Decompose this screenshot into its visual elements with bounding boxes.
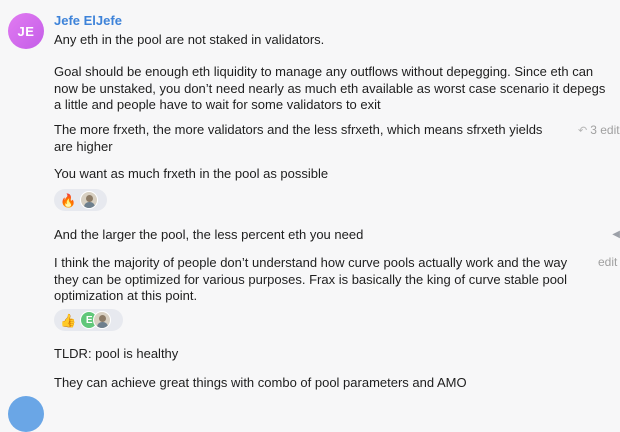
author-name[interactable]: Jefe ElJefe xyxy=(54,13,122,28)
reactor-avatar-1 xyxy=(80,191,98,209)
reactor-avatar-2 xyxy=(93,311,111,329)
reply-icon: ↶ xyxy=(578,125,588,137)
message-line-4: You want as much frxeth in the pool as possible xyxy=(54,166,329,181)
edited-marker-1: ↶ 3 edit xyxy=(578,123,620,137)
message-line-2: Goal should be enough eth liquidity to manage any outflows without depegging. Since eth can now be unstaked, you don’t need nearly as much eth available as worst case scenario it depegs a little and people have to wait for some validators to exit xyxy=(54,64,606,112)
message-line-6: I think the majority of people don’t understand how curve pools actually work and the way they can be optimized for various purposes. Frax is basically the king of curve stable pool optimization at this point. xyxy=(54,255,568,303)
message-line-3: The more frxeth, the more validators and the less sfrxeth, which means sfrxeth yields are higher xyxy=(54,122,543,154)
message-line-1: Any eth in the pool are not staked in validators. xyxy=(54,32,325,47)
thumbs-up-icon: 👍 xyxy=(60,312,77,328)
author-avatar[interactable]: JE xyxy=(8,13,44,49)
fire-icon: 🔥 xyxy=(60,192,77,208)
next-author-avatar[interactable] xyxy=(8,396,44,432)
reactor-avatar-letter: E xyxy=(80,311,98,329)
reaction-bar-1[interactable] xyxy=(54,189,107,211)
message-line-5: And the larger the pool, the less percent eth you need xyxy=(54,227,364,242)
chevron-left-icon: ◀ xyxy=(612,229,620,240)
reaction-bar-2[interactable] xyxy=(54,309,123,331)
message-line-7: TLDR: pool is healthy xyxy=(54,346,179,361)
message-line-8: They can achieve great things with combo of pool parameters and AMO xyxy=(54,375,467,390)
edited-marker-2: edit xyxy=(598,255,618,269)
